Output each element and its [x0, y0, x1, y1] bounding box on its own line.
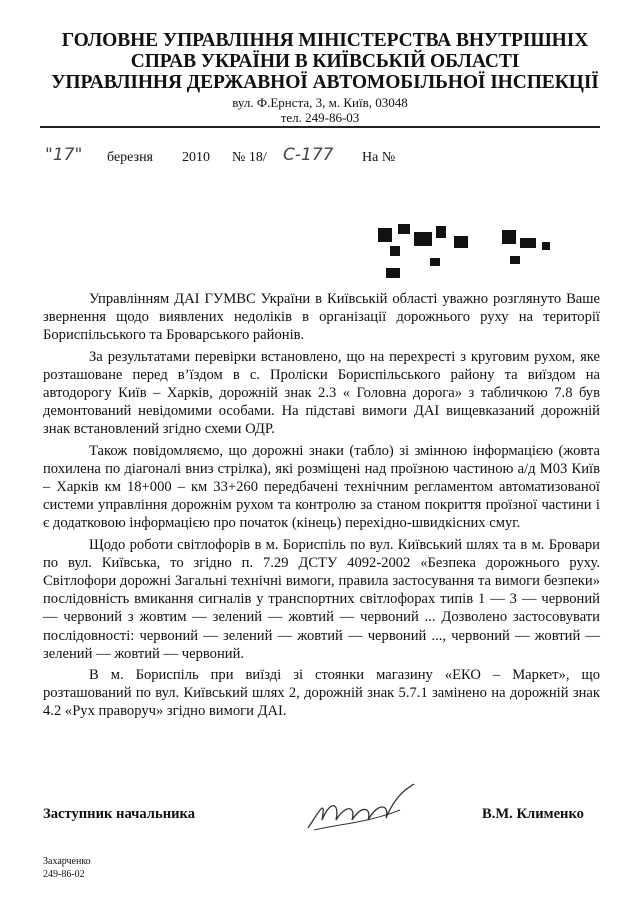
header-line-2: СПРАВ УКРАЇНИ В КИЇВСЬКІЙ ОБЛАСТІ — [130, 51, 520, 72]
date-day: "17" — [45, 145, 83, 165]
header-rule — [40, 126, 600, 128]
date-year: 2010 — [182, 150, 210, 165]
paragraph: Управлінням ДАІ ГУМВС України в Київській області уважно розглянуто Ваше звернення щодо виявлених недоліків в організації дорожнього руху на території Бориспільського та Броварського районів. — [43, 291, 600, 344]
date-month: березня — [107, 150, 153, 165]
executor-name: Захарченко — [43, 856, 91, 867]
handwritten-signature-icon — [300, 780, 420, 840]
header-line-3: УПРАВЛІННЯ ДЕРЖАВНОЇ АВТОМОБІЛЬНОЇ ІНСПЕКЦІЇ — [51, 72, 599, 93]
outgoing-number-handwritten: С-177 — [283, 145, 334, 165]
letter-body — [43, 290, 600, 724]
paragraph: За результатами перевірки встановлено, що на перехресті з круговим рухом, яке розташоване перед в’їздом в с. Проліски Бориспільського району та виїздом на автодорогу Київ – Харків, дорожній знак 2.3 « Головна дорога» з табличкою 7.8 був демонтований невідомими особами. На підставі вимоги ДАІ вищевказаний дорожній знак встановлений згідно схеми ОДР. — [43, 348, 600, 438]
signatory-name: В.М. Клименко — [482, 806, 584, 822]
signatory-position: Заступник начальника — [43, 806, 196, 822]
paragraph: Щодо роботи світлофорів в м. Бориспіль по вул. Київський шлях та в м. Бровари по вул. Київська, то згідно п. 7.29 ДСТУ 4092-2002 «Безпека дорожнього руху. Світлофори дорожні Загальні технічні вимоги, правила застосування та вимоги безпеки» послідовність вмикання сигналів у транспортних світлофорах типів 1 — 3 — червоний — червоний з жовтим — зелений — жовтий — червоний ... Дозволено застосовувати послідовності: червоний — зелений — жовтий — червоний ..., червоний — жовтий — зелений — жовтий — червоний. — [43, 536, 600, 662]
header-line-1: ГОЛОВНЕ УПРАВЛІННЯ МІНІСТЕРСТВА ВНУТРІШНІХ — [61, 30, 589, 51]
redacted-recipient — [370, 222, 570, 282]
executor-info — [43, 855, 91, 881]
paragraph: В м. Бориспіль при виїзді зі стоянки магазину «ЕКО – Маркет», що розташований по вул. Київський шлях 2, дорожній знак 5.7.1 замінено на дорожній знак 4.2 «Рух праворуч» згідно вимоги ДАІ. — [43, 667, 600, 720]
reply-number-label: На № — [362, 150, 396, 165]
header-phone: тел. 249-86-03 — [280, 110, 360, 125]
paragraph: Також повідомляємо, що дорожні знаки (табло) зі змінною інформацією (жовта похилена по діагоналі вниз стрілка), які розміщені над проїзною частиною а/д М03 Київ – Харків км 18+000 – км 33+260 передбачені технічним регламентом автоматизованої системи управління дорожнім рухом та контролю за станом покриття проїзної частини і є додатковою інформацією про початок (кінець) перехідно-швидкісних смуг. — [43, 442, 600, 532]
executor-phone: 249-86-02 — [43, 869, 85, 880]
header-address: вул. Ф.Ернста, 3, м. Київ, 03048 — [232, 95, 408, 110]
outgoing-number-label: № 18/ — [232, 150, 267, 165]
